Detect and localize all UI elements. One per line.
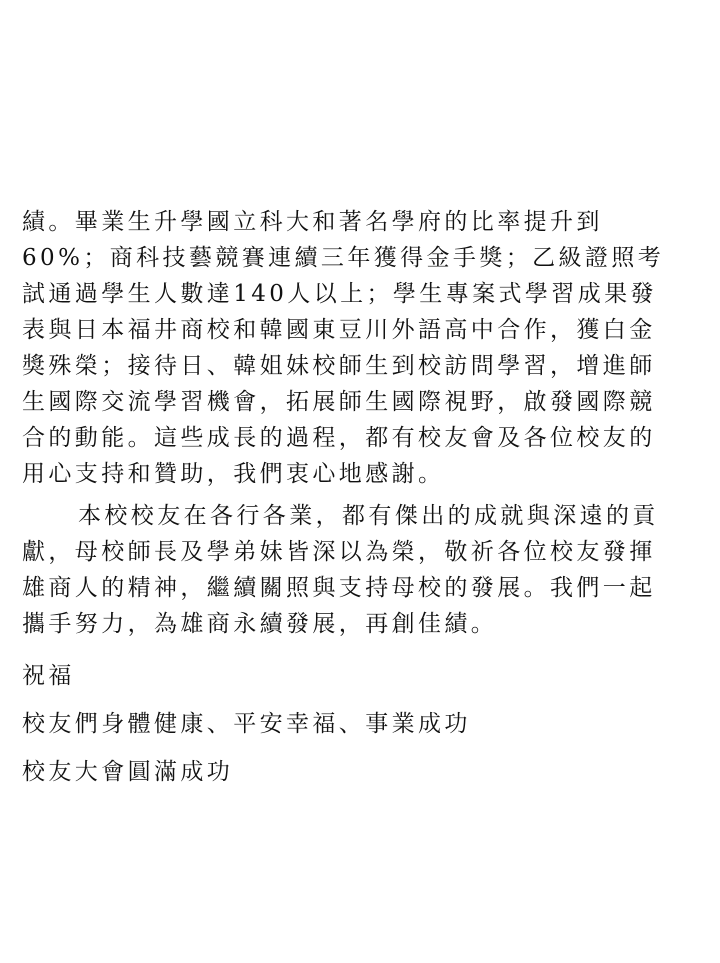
text-line: 雄商人的精神，繼續關照與支持母校的發展。我們一起 bbox=[22, 575, 656, 601]
text-line: 合的動能。這些成長的過程，都有校友會及各位校友的 bbox=[22, 425, 656, 451]
closing-wish: 校友們身體健康、平安幸福、事業成功 bbox=[22, 711, 471, 737]
text-line: 表與日本福井商校和韓國東豆川外語高中合作，獲白金 bbox=[22, 317, 656, 343]
text-line: 獻，母校師長及學弟妹皆深以為榮，敬祈各位校友發揮 bbox=[22, 539, 656, 565]
text-line: 攜手努力，為雄商永續發展，再創佳績。 bbox=[22, 611, 498, 637]
paragraph-achievements bbox=[22, 204, 698, 492]
salutation: 祝福 bbox=[22, 663, 75, 689]
text-line: 績。畢業生升學國立科大和著名學府的比率提升到 bbox=[22, 209, 603, 235]
text-line: 60%；商科技藝競賽連續三年獲得金手獎；乙級證照考 bbox=[22, 245, 665, 271]
letter-body bbox=[22, 204, 698, 790]
text-line: 用心支持和贊助，我們衷心地感謝。 bbox=[22, 461, 445, 487]
paragraph-alumni bbox=[22, 498, 698, 642]
closing-section bbox=[22, 658, 698, 790]
text-line-indented: 本校校友在各行各業，都有傑出的成就與深遠的貢 bbox=[78, 503, 659, 529]
text-line: 生國際交流學習機會，拓展師生國際視野，啟發國際競 bbox=[22, 389, 656, 415]
closing-wish: 校友大會圓滿成功 bbox=[22, 759, 234, 785]
text-line: 試通過學生人數達140人以上；學生專案式學習成果發 bbox=[22, 281, 657, 307]
text-line: 獎殊榮；接待日、韓姐妹校師生到校訪問學習，增進師 bbox=[22, 353, 656, 379]
